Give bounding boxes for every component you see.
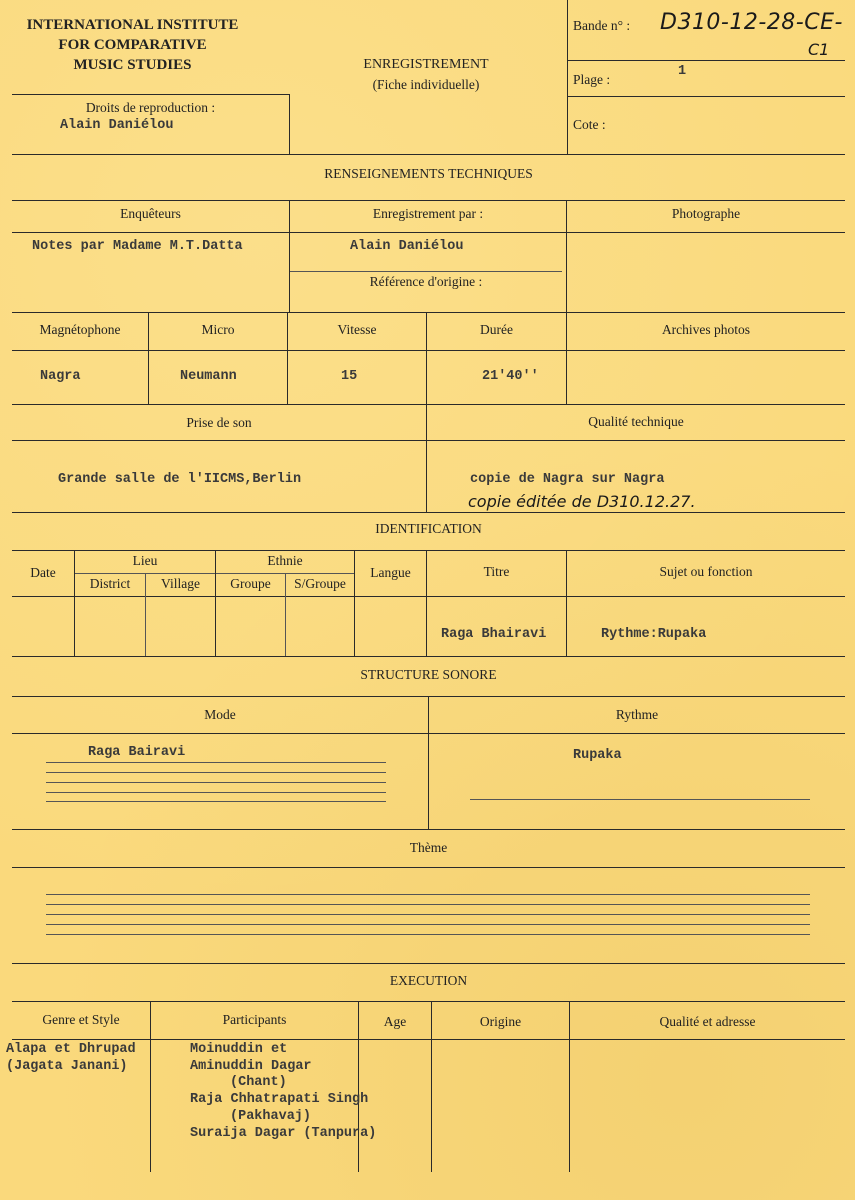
mode-line-1 (46, 762, 386, 763)
district-label: District (89, 576, 131, 591)
participant-line: (Chant) (230, 1075, 287, 1090)
form-title: ENREGISTREMENT (363, 57, 489, 72)
theme-line-1 (46, 894, 810, 895)
genre-label: Genre et Style (42, 1012, 120, 1027)
rule-prise-bottom (12, 512, 845, 513)
duree-value: 21'40'' (482, 369, 539, 384)
rule-theme-bottom (12, 963, 845, 964)
sgroupe-label: S/Groupe (294, 576, 346, 591)
institute-line-2: FOR COMPARATIVE (58, 37, 207, 53)
rule-ident-row-bottom (12, 656, 845, 657)
enregistrement-value: Alain Daniélou (350, 239, 464, 254)
theme-line-3 (46, 914, 810, 915)
qualite-note: copie éditée de D310.12.27. (468, 492, 696, 511)
theme-line-2 (46, 904, 810, 905)
vitesse-label: Vitesse (337, 322, 377, 337)
langue-label: Langue (370, 565, 411, 580)
rule-ident-heads-bottom (12, 596, 845, 597)
rule-header-bottom (12, 154, 845, 155)
theme-label: Thème (409, 840, 448, 855)
titre-value: Raga Bhairavi (441, 627, 547, 642)
genre-line-1: Alapa et Dhrupad (6, 1042, 136, 1057)
rule-plage-bottom (568, 96, 845, 97)
plage-label: Plage : (573, 72, 611, 87)
genre-line-2: (Jagata Janani) (6, 1059, 128, 1074)
theme-line-5 (46, 934, 810, 935)
institute-name (10, 15, 255, 75)
tech-section-title: RENSEIGNEMENTS TECHNIQUES (324, 166, 533, 181)
sujet-label: Sujet ou fonction (659, 564, 753, 579)
groupe-label: Groupe (230, 576, 271, 591)
rythme-label: Rythme (615, 707, 659, 722)
rule-bande-bottom (568, 60, 845, 61)
sujet-value: Rythme:Rupaka (601, 627, 707, 642)
rule-exec-title-bottom (12, 1001, 845, 1002)
rule-tech-row1-bottom (12, 312, 845, 313)
rule-ident-title-bottom (12, 550, 845, 551)
rule-tech-heads2-bottom (12, 350, 845, 351)
rule-tech-heads-bottom (12, 232, 845, 233)
rythme-line (470, 799, 810, 800)
mode-line-3 (46, 782, 386, 783)
bande-suffix: C1 (808, 40, 830, 59)
origine-label: Origine (479, 1014, 522, 1029)
participant-line: Moinuddin et (190, 1042, 288, 1057)
village-label: Village (161, 576, 200, 591)
rule-struct-row-bottom (12, 829, 845, 830)
age-label: Age (383, 1014, 407, 1029)
vrule-rights-right (289, 94, 290, 154)
mode-line-5 (46, 801, 386, 802)
prise-value: Grande salle de l'IICMS,Berlin (58, 472, 302, 487)
participant-line: Raja Chhatrapati Singh (190, 1092, 369, 1107)
enregistrement-label: Enregistrement par : (372, 206, 484, 221)
vrule-header-right (567, 0, 568, 154)
photographe-label: Photographe (671, 206, 741, 221)
magnetophone-label: Magnétophone (39, 322, 121, 337)
qualite-label: Qualité technique (588, 414, 684, 429)
participant-line: Aminuddin Dagar (190, 1059, 312, 1074)
magnetophone-value: Nagra (40, 369, 81, 384)
rule-rights-top (12, 94, 290, 95)
archives-label: Archives photos (661, 322, 751, 337)
participants-label: Participants (222, 1012, 287, 1027)
rythme-value: Rupaka (573, 748, 622, 763)
date-label: Date (30, 565, 56, 580)
rule-tech-row2-bottom (12, 404, 845, 405)
institute-line-3: MUSIC STUDIES (73, 57, 192, 73)
institute-line-1: INTERNATIONAL INSTITUTE (26, 17, 239, 33)
lieu-label: Lieu (132, 553, 158, 568)
mode-line-4 (46, 792, 386, 793)
rule-ident-sub-heads (74, 573, 354, 574)
mode-line-2 (46, 772, 386, 773)
enqueteurs-value: Notes par Madame M.T.Datta (32, 239, 243, 254)
qualite-adresse-label: Qualité et adresse (659, 1014, 756, 1029)
rule-theme-head-bottom (12, 867, 845, 868)
ident-section-title: IDENTIFICATION (375, 521, 482, 536)
plage-value: 1 (678, 64, 687, 79)
rights-label: Droits de reproduction : (85, 100, 216, 115)
cote-label: Cote : (573, 117, 606, 132)
vitesse-value: 15 (341, 369, 358, 384)
participant-line: Suraija Dagar (Tanpura) (190, 1126, 377, 1141)
rule-prise-head-bottom (12, 440, 845, 441)
enqueteurs-label: Enquêteurs (120, 206, 181, 221)
prise-label: Prise de son (186, 415, 252, 430)
exec-section-title: EXECUTION (389, 973, 468, 988)
titre-label: Titre (483, 564, 510, 579)
participant-line: (Pakhavaj) (230, 1109, 312, 1124)
form-subtitle: (Fiche individuelle) (372, 77, 480, 92)
rule-exec-heads-bottom (12, 1039, 845, 1040)
rule-reference-top (290, 271, 562, 272)
struct-section-title: STRUCTURE SONORE (360, 667, 497, 682)
qualite-value: copie de Nagra sur Nagra (470, 472, 665, 487)
bande-value: D310-12-28-CE- (660, 10, 843, 35)
ethnie-label: Ethnie (267, 553, 303, 568)
micro-value: Neumann (180, 369, 237, 384)
rights-value: Alain Daniélou (60, 118, 174, 133)
theme-line-4 (46, 924, 810, 925)
bande-label: Bande n° : (573, 18, 631, 33)
mode-value: Raga Bairavi (88, 745, 186, 760)
duree-label: Durée (480, 322, 513, 337)
mode-label: Mode (204, 707, 236, 722)
reference-label: Référence d'origine : (369, 274, 483, 289)
micro-label: Micro (201, 322, 235, 337)
rule-tech-title-bottom (12, 200, 845, 201)
